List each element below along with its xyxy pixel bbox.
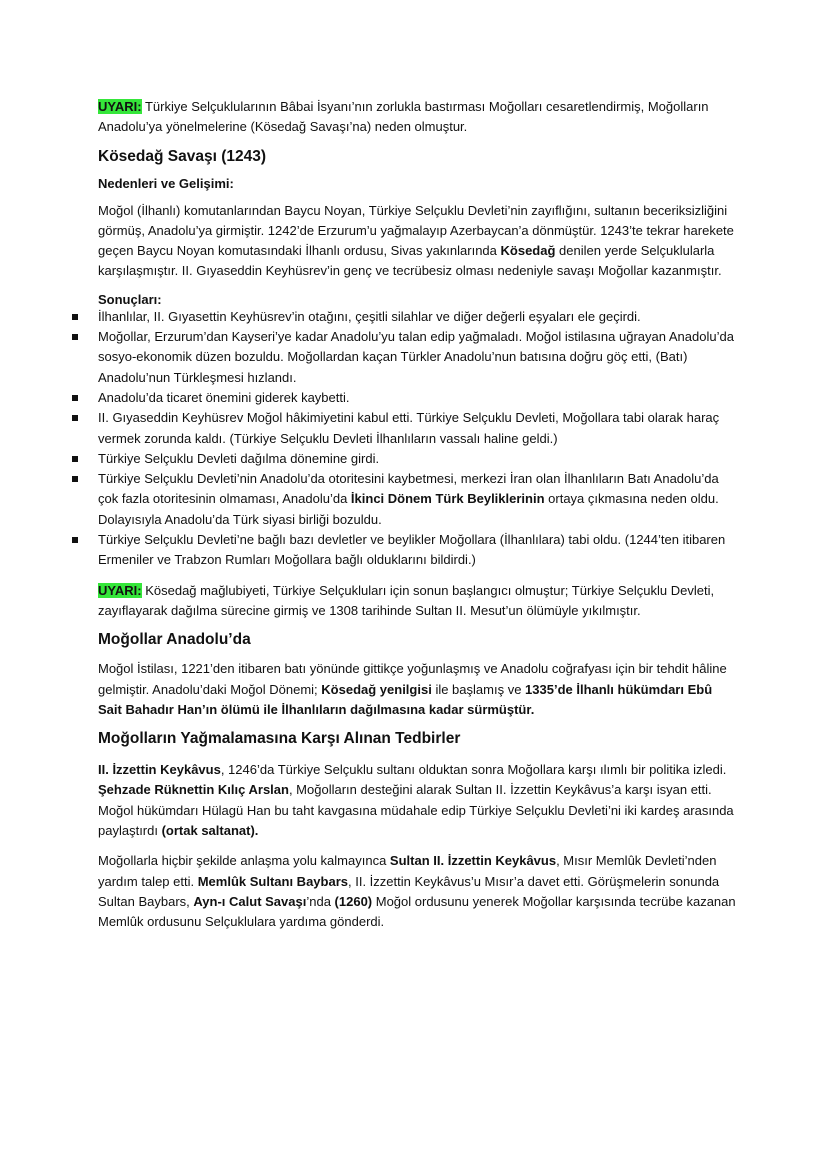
list-item-text: II. Gıyaseddin Keyhüsrev Moğol hâkimiyetini kabul etti. Türkiye Selçuklu Devleti, Moğollara tabi olarak haraç vermek zorunda kaldı. (Türkiye Selçuklu Devleti İlhanlıların vassalı haline geldi.) [98,410,720,446]
bullet-icon [72,456,78,462]
section-title-kosedag: Kösedağ Savaşı (1243) [98,147,267,165]
tedbirler-bold-2: Şehzade Rüknettin Kılıç Arslan [98,782,289,798]
document-page [98,97,738,933]
subheading-nedenler: Nedenleri ve Gelişimi: [98,175,234,191]
list-item-text: İlhanlılar, II. Gıyasettin Keyhüsrev’in otağını, çeşitli silahlar ve diğer değerli eşyaları ele geçirdi. [98,308,641,324]
warning-paragraph-2 [98,581,738,622]
warning-text: Türkiye Selçuklularının Bâbai İsyanı’nın zorlukla bastırması Moğolları cesaretlendirmiş, Moğolların Anadolu’ya yönelmelerine (Kösedağ Savaşı’na) neden olmuştur. [98,99,709,135]
list-item [98,469,738,530]
warning-text: Kösedağ mağlubiyeti, Türkiye Selçukluları için sonun başlangıcı olmuştur; Türkiye Selçuklu Devleti, zayıflayarak dağılma sürecine girmiş ve 1308 tarihinde Sultan II. Mesut’un ölümüyle yıkılmıştır. [98,582,715,618]
tedbirler-p2-text: Moğollarla hiçbir şekilde anlaşma yolu kalmayınca [98,853,390,869]
warning-paragraph-1 [98,97,738,138]
subheading-sonuclar: Sonuçları: [98,291,162,307]
list-item-text-2: ortaya çıkmasına neden oldu. Dolayısıyla Anadolu’da Türk siyasi birliği bozuldu. [98,491,719,527]
tedbirler-paragraph-1 [98,760,738,841]
tedbirler-p2-text-3: , II. İzzettin Keykâvus’u Mısır’a davet etti. Görüşmelerin sonunda Sultan Baybars, [98,873,720,909]
bullet-icon [72,314,78,320]
bullet-icon [72,537,78,543]
tedbirler-paragraph-2 [98,851,738,932]
list-item [98,449,738,469]
section-title-anadolu: Moğollar Anadolu’da [98,631,251,649]
warning-label: UYARI: [98,99,142,114]
tedbirler-text: , 1246’da Türkiye Selçuklu sultanı olduktan sonra Moğollara karşı ılımlı bir politika izledi. [220,762,727,778]
list-item-text: Anadolu’da ticaret önemini giderek kaybetti. [98,389,350,405]
tedbirler-p2-text-4: ’nda [306,893,335,909]
anadolu-bold: Kösedağ yenilgisi [321,681,432,697]
nedenler-text-2: denilen yerde Selçuklularla karşılaşmıştır. II. Gıyaseddin Keyhüsrev’in genç ve tecrübesiz olması nedeniyle savaşı Moğollar kazanmıştır. [98,243,722,279]
tedbirler-p2-bold: Sultan II. İzzettin Keykâvus [389,853,557,869]
tedbirler-p2-bold-2: Memlûk Sultanı Baybars [197,873,348,889]
list-item-text: Türkiye Selçuklu Devleti’ne bağlı bazı devletler ve beylikler Moğollara (İlhanlılara) tabi oldu. (1244’ten itibaren Ermeniler ve Trabzon Rumları Moğollara bağlı olduklarını bildirdi.) [98,532,726,568]
warning-label: UYARI: [98,582,142,598]
anadolu-bold-2: 1335’de İlhanlı hükümdarı Ebû Sait Bahadır Han’ın ölümü ile İlhanlıların dağılmasına kadar sürmüştür. [98,681,713,717]
list-item [98,307,738,327]
list-item-bold: İkinci Dönem Türk Beyliklerinin [350,491,545,507]
anadolu-paragraph [98,659,738,720]
list-item [98,388,738,408]
bullet-icon [72,395,78,401]
list-item [98,530,738,571]
tedbirler-text-2: , Moğolların desteğini alarak Sultan II. İzzettin Keykâvus’a karşı isyan etti. Moğol hükümdarı Hülagü Han bu taht kavgasına müdahale edip Türkiye Selçuklu Devleti’ni iki kardeş arasında paylaştırdı [98,782,734,839]
nedenler-paragraph [98,201,738,282]
anadolu-text-2: ile başlamış ve [431,681,526,697]
section-title-tedbirler: Moğolların Yağmalamasına Karşı Alınan Tedbirler [98,730,461,748]
tedbirler-p2-bold-4: (1260) [334,893,373,909]
sonuclar-list [98,307,738,571]
list-item-text: Moğollar, Erzurum’dan Kayseri’ye kadar Anadolu’yu talan edip yağmaladı. Moğol istilasına uğrayan Anadolu’da sosyo-ekonomik düzen bozuldu. Moğollardan kaçan Türkler Anadolu’nun batısına doğru göç etti, (Batı) Anadolu’nun Türkleşmesi hızlandı. [98,329,734,385]
bullet-icon [72,476,78,482]
list-item [98,408,738,449]
tedbirler-p2-bold-3: Ayn-ı Calut Savaşı [193,893,307,909]
bullet-icon [72,415,78,421]
bullet-icon [72,334,78,340]
tedbirler-bold: II. İzzettin Keykâvus [98,762,221,778]
tedbirler-bold-3: (ortak saltanat). [161,823,259,839]
nedenler-bold: Kösedağ [500,243,556,259]
anadolu-text: Moğol İstilası, 1221’den itibaren batı yönünde gittikçe yoğunlaşmış ve Anadolu coğrafyası için bir tehdit hâline gelmiştir. Anadolu’daki Moğol Dönemi; [98,661,727,697]
list-item-text: Türkiye Selçuklu Devleti’nin Anadolu’da otoritesini kaybetmesi, merkezi İran olan İlhanlıların Batı Anadolu’da çok fazla otoritesinin olmaması, Anadolu’da [98,471,719,507]
list-item-text: Türkiye Selçuklu Devleti dağılma dönemine girdi. [98,450,380,466]
nedenler-text: Moğol (İlhanlı) komutanlarından Baycu Noyan, Türkiye Selçuklu Devleti’nin zayıflığını, sultanın beceriksizliğini görmüş, Anadolu’ya girmiştir. 1242’de Erzurum’u yağmalayıp Azerbaycan’a dönmüştür. 1243’te tekrar harekete geçen Baycu Noyan komutasındaki İlhanlı ordusu, Sivas yakınlarında [98,202,734,259]
tedbirler-p2-text-5: Moğol ordusunu yenerek Moğollar karşısında tecrübe kazanan Memlûk ordusunu Selçuklulara yardıma gönderdi. [98,893,736,930]
tedbirler-p2-text-2: , Mısır Memlûk Devleti’nden yardım talep etti. [98,853,717,889]
list-item [98,327,738,388]
